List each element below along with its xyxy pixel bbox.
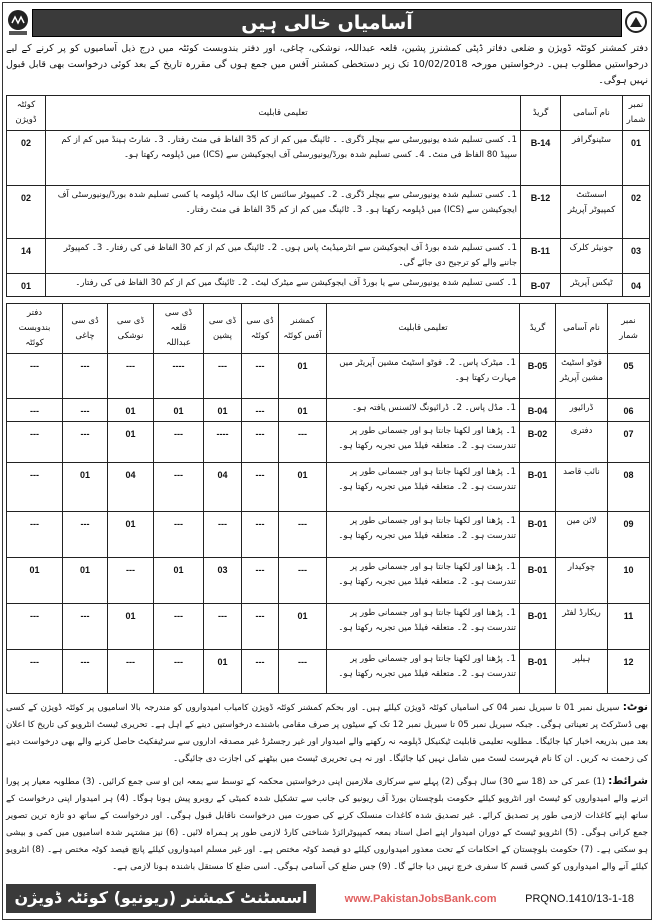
cell-dc-quetta: --- — [242, 354, 279, 399]
col-dc-qila-abdullah: ڈی سی قلعہ عبداللہ — [154, 304, 204, 354]
cell-qualification: 1۔ کسی تسلیم شدہ یونیورسٹی سے بیچلر ڈگری۔ 2۔ کمپیوٹر سائنس کا ایک سالہ ڈپلومہ یا کسی تسلیم شدہ بورڈ/یونیورسٹی آف ایجوکیشن سے (ICS) میں ڈپلومہ رکھتا ہو۔ 3۔ ٹائپنگ میں کم از کم 35 الفاظ فی منٹ رفتار۔ — [46, 186, 521, 239]
col-qualification: تعلیمی قابلیت — [46, 96, 521, 131]
cell-bandobast: --- — [7, 399, 63, 422]
cell-bandobast: --- — [7, 354, 63, 399]
cell-dc-qila: --- — [154, 604, 204, 650]
conditions-label: شرائط: — [608, 775, 648, 787]
cell-commissioner: 01 — [279, 399, 327, 422]
cell-grade: B-05 — [520, 354, 556, 399]
cell-dc-chagai: --- — [63, 354, 108, 399]
cell-qualification: 1۔ کسی تسلیم شدہ یونیورسٹی سے یا بورڈ آف ایجوکیشن سے میٹرک لیٹ۔ 2۔ ٹائپنگ میں کم از کم 30 الفاظ فی کی رفتار۔ — [46, 274, 521, 297]
table-row — [7, 604, 650, 650]
cell-grade: B-14 — [521, 131, 561, 186]
col-serial: نمبر شمار — [608, 304, 650, 354]
cell-grade: B-07 — [521, 274, 561, 297]
cell-division: 01 — [7, 274, 46, 297]
col-post: نام آسامی — [556, 304, 608, 354]
cell-dc-chagai: --- — [63, 650, 108, 694]
cell-qualification: 1۔ کسی تسلیم شدہ یونیورسٹی سے بیچلر ڈگری۔ ۔ ٹائپنگ میں کم از کم 35 الفاظ فی منٹ رفتار۔ 3۔ شارٹ ہینڈ میں کم از کم سپیڈ 80 الفاظ فی منٹ۔ 4۔ کسی تسلیم شدہ بورڈ/یونیورسٹی آف ایجوکیشن سے (ICS) میں ڈپلومہ رکھتا ہو۔ — [46, 131, 521, 186]
cell-dc-chagai: --- — [63, 422, 108, 463]
cell-post: ٹیکس آپریٹر — [561, 274, 623, 297]
table-row — [7, 131, 650, 186]
cell-division: 02 — [7, 186, 46, 239]
col-post: نام آسامی — [561, 96, 623, 131]
note-text: سیریل نمبر 01 تا سیریل نمبر 04 کی اسامیاں کوئٹہ ڈویژن کیلئے ہیں۔ اور بحکم کمشنر کوئٹہ ڈویژن کامیاب امیدواروں کو مندرجہ بالا اسامیوں پر کوئٹہ ڈویژن کے کسی بھی ڈسٹرکٹ پر تعیناتی ہوگی۔ جبکہ سیریل نمبر 05 تا سیریل نمبر 12 تک کے سیٹوں پر صرف مقامی باشندے درخواستیں دینے کے اہل ہے۔ تحریری ٹیسٹ انٹرویو کی تاریخ کا اعلان بعد میں بذریعہ اخبار کیا جائیگا۔ مطلوبہ تعلیمی قابلیت ٹیکنیکل ڈپلومہ نہ رکھنے والے امیدوار اور غیر رجسٹرڈ غیر مصدقہ اداروں سے سرٹیفکیٹ حاصل کرنے والے بھی درخواست دینے کی زحمت نہ کریں۔ ان کا نام فہرست لسٹ میں شامل نہیں کیا جائیگا۔ اور نہ ہی تحریری ٹیسٹ میں بیٹھنے کی اجازت دی جائیگی۔ — [6, 703, 648, 764]
conditions-text: (1) عمر کی حد (18 سے 30) سال ہوگی (2) پہلے سے سرکاری ملازمین اپنی درخواستیں محکمہ کے توسط سے بمعہ این او سی جمع کرائیں۔ (3) مطلوبہ معیار پر پورا اترنے والے امیدواروں کو ٹیسٹ اور انٹرویو کیلئے حکومت بلوچستان بورڈ آف ریونیو کی جانب سے تشکیل شدہ کمیٹی کے روبرو پیش ہونا ہوگا۔ (4) ہر امیدوار اپنی درخواست کے ساتھ اپنے کاغذات لازمی طور پر تصدیق کرائے۔ غیر تصدیق شدہ کاغذات منسلک کرنے کی صورت میں درخواست ناقابل قبول ہوگی۔ اور درخواست کے ساتھ دو تازہ ترین تصویر جمع کرانی ہوگی۔ (5) انٹرویو ٹیسٹ کے دوران امیدوار اپنے اصل اسناد بمعہ کمپیوٹرائزڈ شناختی کارڈ لازمی طور پر ہمراہ لائیں۔ (6) نیز مشتہر شدہ اسامیوں میں کمی و بیشی ہو سکتی ہے۔ (7) حکومت بلوچستان کے احکامات کے تحت معذور امیدواروں کیلئے دو فیصد کوٹہ مختص ہے۔ اور غیر مسلم امیدواروں کیلئے پانچ فیصد کوٹہ مختص ہے۔ (8) انٹرویو کیلئے آنے والے امیدواروں کو کسی قسم کا سفری خرچ نہیں دیا جائے گا۔ (9) جس ضلع کی آسامی ہوگی۔ اسی ضلع کا مستقل باشندہ ہونا لازمی ہے۔ — [6, 777, 648, 872]
cell-dc-quetta: --- — [242, 512, 279, 558]
cell-commissioner: 01 — [279, 463, 327, 512]
cell-post: لائن مین — [556, 512, 608, 558]
table-header-row — [7, 304, 650, 354]
cell-post: ڈرائیور — [556, 399, 608, 422]
cell-serial: 02 — [623, 186, 650, 239]
cell-grade: B-12 — [521, 186, 561, 239]
cell-commissioner: --- — [279, 558, 327, 604]
cell-dc-quetta: --- — [242, 650, 279, 694]
cell-grade: B-11 — [521, 239, 561, 274]
cell-dc-qila: --- — [154, 512, 204, 558]
cell-post: ریکارڈ لفٹر — [556, 604, 608, 650]
cell-dc-qila: 01 — [154, 558, 204, 604]
cell-dc-chagai: --- — [63, 604, 108, 650]
cell-serial: 04 — [623, 274, 650, 297]
cell-dc-pishin: --- — [204, 512, 242, 558]
col-bandobast-quetta: دفتر بندوبست کوئٹہ — [7, 304, 63, 354]
col-quetta-division: کوئٹہ ڈویژن — [7, 96, 46, 131]
cell-dc-chagai: --- — [63, 512, 108, 558]
cell-qualification: 1۔ پڑھنا اور لکھنا جانتا ہو اور جسمانی طور پر تندرست ہو۔ 2۔ متعلقہ فیلڈ میں تجربہ رکھتا ہو۔ — [327, 422, 520, 463]
district-posts-table — [6, 303, 650, 694]
col-grade: گریڈ — [521, 96, 561, 131]
cell-dc-quetta: --- — [242, 558, 279, 604]
cell-commissioner: --- — [279, 422, 327, 463]
cell-dc-noshki: 01 — [108, 399, 154, 422]
col-grade: گریڈ — [520, 304, 556, 354]
cell-dc-pishin: --- — [204, 604, 242, 650]
cell-dc-quetta: --- — [242, 399, 279, 422]
cell-commissioner: --- — [279, 650, 327, 694]
cell-bandobast: --- — [7, 463, 63, 512]
note-section — [6, 699, 648, 768]
cell-dc-pishin: ---- — [204, 422, 242, 463]
government-emblem-logo — [6, 9, 30, 37]
cell-serial: 01 — [623, 131, 650, 186]
cell-post: فوٹو اسٹیٹ مشین آپریٹر — [556, 354, 608, 399]
cell-bandobast: --- — [7, 512, 63, 558]
table-row — [7, 512, 650, 558]
cell-dc-quetta: --- — [242, 463, 279, 512]
cell-post: سٹینوگرافر — [561, 131, 623, 186]
col-qualification: تعلیمی قابلیت — [327, 304, 520, 354]
cell-serial: 09 — [608, 512, 650, 558]
col-commissioner-office: کمشنر آفس کوئٹہ — [279, 304, 327, 354]
cell-serial: 07 — [608, 422, 650, 463]
cell-dc-noshki: --- — [108, 650, 154, 694]
col-dc-chagai: ڈی سی چاغی — [63, 304, 108, 354]
header — [6, 8, 648, 38]
cell-post: ہیلپر — [556, 650, 608, 694]
prq-number: PRQNO.1410/13-1-18 — [525, 892, 634, 905]
cell-dc-qila: --- — [154, 650, 204, 694]
col-dc-quetta: ڈی سی کوئٹہ — [242, 304, 279, 354]
cell-qualification: 1۔ پڑھنا اور لکھنا جانتا ہو اور جسمانی طور پر تندرست ہو۔ 2۔ متعلقہ فیلڈ میں تجربہ رکھتا ہو۔ — [327, 512, 520, 558]
cell-serial: 10 — [608, 558, 650, 604]
cell-serial: 08 — [608, 463, 650, 512]
cell-division: 14 — [7, 239, 46, 274]
cell-qualification: 1۔ پڑھنا اور لکھنا جانتا ہو اور جسمانی طور پر تندرست ہو۔ 2۔ متعلقہ فیلڈ میں تجربہ رکھتا ہو۔ — [327, 650, 520, 694]
cell-dc-qila: --- — [154, 422, 204, 463]
watermark: www.PakistanJobsBank.com — [344, 892, 497, 905]
table-row — [7, 274, 650, 297]
table-header-row — [7, 96, 650, 131]
cell-commissioner: 01 — [279, 354, 327, 399]
cell-dc-quetta: --- — [242, 604, 279, 650]
cell-post: جونیئر کلرک — [561, 239, 623, 274]
cell-serial: 06 — [608, 399, 650, 422]
cell-qualification: 1۔ مڈل پاس۔ 2۔ ڈرائیونگ لائسنس یافتہ ہو۔ — [327, 399, 520, 422]
cell-division: 02 — [7, 131, 46, 186]
table-row — [7, 422, 650, 463]
cell-commissioner: --- — [279, 512, 327, 558]
cell-grade: B-01 — [520, 558, 556, 604]
table-row — [7, 650, 650, 694]
cell-dc-qila: 01 — [154, 399, 204, 422]
table-row — [7, 186, 650, 239]
cell-dc-pishin: --- — [204, 354, 242, 399]
cell-qualification: 1۔ پڑھنا اور لکھنا جانتا ہو اور جسمانی طور پر تندرست ہو۔ 2۔ متعلقہ فیلڈ میں تجربہ رکھتا ہو۔ — [327, 604, 520, 650]
cell-dc-noshki: 04 — [108, 463, 154, 512]
col-dc-noshki: ڈی سی نوشکی — [108, 304, 154, 354]
cell-dc-qila: ---- — [154, 354, 204, 399]
cell-dc-pishin: 01 — [204, 650, 242, 694]
division-posts-table — [6, 95, 650, 297]
cell-grade: B-01 — [520, 463, 556, 512]
cell-dc-noshki: 01 — [108, 422, 154, 463]
table-row — [7, 399, 650, 422]
cell-post: اسسٹنٹ کمپیوٹر آپریٹر — [561, 186, 623, 239]
cell-dc-qila: --- — [154, 463, 204, 512]
cell-grade: B-01 — [520, 512, 556, 558]
cell-bandobast: --- — [7, 422, 63, 463]
cell-dc-pishin: 03 — [204, 558, 242, 604]
cell-serial: 12 — [608, 650, 650, 694]
cell-bandobast: --- — [7, 604, 63, 650]
cell-dc-noshki: --- — [108, 354, 154, 399]
col-serial: نمبر شمار — [623, 96, 650, 131]
cell-bandobast: 01 — [7, 558, 63, 604]
footer — [6, 884, 648, 913]
note-label: نوٹ: — [622, 701, 648, 713]
cell-bandobast: --- — [7, 650, 63, 694]
cell-grade: B-01 — [520, 604, 556, 650]
page-title: آسامیاں خالی ہیں — [32, 9, 622, 37]
cell-qualification: 1۔ میٹرک پاس۔ 2۔ فوٹو اسٹیٹ مشین آپریٹر میں مہارت رکھتا ہو۔ — [327, 354, 520, 399]
cell-serial: 11 — [608, 604, 650, 650]
cell-dc-quetta: --- — [242, 422, 279, 463]
signature-block: اسسٹنٹ کمشنر (ریونیو) کوئٹہ ڈویژن — [6, 884, 316, 913]
cell-post: دفتری — [556, 422, 608, 463]
cell-dc-chagai: 01 — [63, 558, 108, 604]
cell-serial: 05 — [608, 354, 650, 399]
cell-qualification: 1۔ کسی تسلیم شدہ بورڈ آف ایجوکیشن سے انٹرمیڈیٹ پاس ہوں۔ 2۔ ٹائپنگ میں کم از کم 30 الفاظ فی کی رفتار۔ 3۔ کمپیوٹر جاننے والے کو ترجیح دی جائے گی۔ — [46, 239, 521, 274]
cell-grade: B-02 — [520, 422, 556, 463]
cell-dc-noshki: 01 — [108, 604, 154, 650]
table-row — [7, 354, 650, 399]
cell-dc-pishin: 01 — [204, 399, 242, 422]
conditions-section — [6, 773, 648, 876]
cell-dc-chagai: --- — [63, 399, 108, 422]
cell-serial: 03 — [623, 239, 650, 274]
cell-qualification: 1۔ پڑھنا اور لکھنا جانتا ہو اور جسمانی طور پر تندرست ہو۔ 2۔ متعلقہ فیلڈ میں تجربہ رکھتا ہو۔ — [327, 463, 520, 512]
cell-dc-chagai: 01 — [63, 463, 108, 512]
cell-grade: B-04 — [520, 399, 556, 422]
cell-dc-noshki: --- — [108, 558, 154, 604]
cell-commissioner: 01 — [279, 604, 327, 650]
cell-qualification: 1۔ پڑھنا اور لکھنا جانتا ہو اور جسمانی طور پر تندرست ہو۔ 2۔ متعلقہ فیلڈ میں تجربہ رکھتا ہو۔ — [327, 558, 520, 604]
cell-post: چوکیدار — [556, 558, 608, 604]
table-row — [7, 239, 650, 274]
intro-text: دفتر کمشنر کوئٹہ ڈویژن و ضلعی دفاتر ڈپٹی کمشنرز پشین، قلعہ عبداللہ، نوشکی، چاغی، اور دفتر بندوبست کوئٹہ میں درج ذیل آسامیوں کو پر کرنے کے لیے درخواستیں مطلوب ہیں۔ درخواستیں مورخہ 10/02/2018 تک زیر دستخطی کمشنر آفس میں جمع ہوں گی مقررہ تاریخ کے بعد کوئی درخواست بھی قابل قبول نہیں ہوگی۔ — [6, 43, 649, 86]
board-of-revenue-logo — [624, 9, 648, 37]
cell-post: نائب قاصد — [556, 463, 608, 512]
col-dc-pishin: ڈی سی پشین — [204, 304, 242, 354]
cell-dc-pishin: 04 — [204, 463, 242, 512]
cell-dc-noshki: 01 — [108, 512, 154, 558]
table-row — [7, 463, 650, 512]
table-row — [7, 558, 650, 604]
cell-grade: B-01 — [520, 650, 556, 694]
advertisement-frame — [2, 2, 652, 920]
